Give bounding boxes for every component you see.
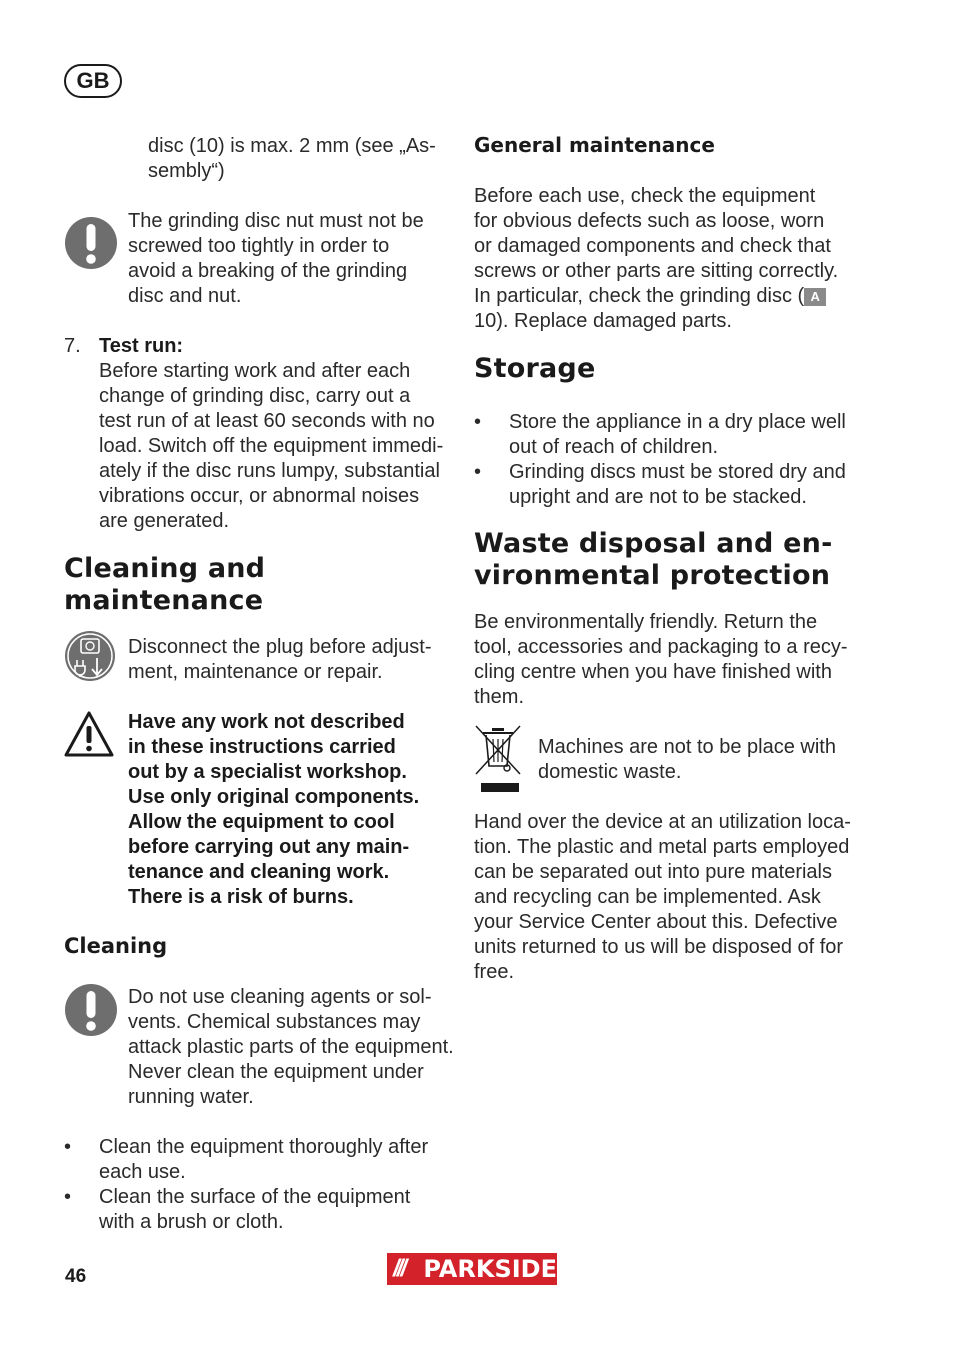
body-line: Hand over the device at an utilization loca- [474, 811, 851, 833]
warning-text [128, 710, 419, 910]
bullet-line: upright and are not to be stacked. [509, 486, 807, 508]
bullet-line: with a brush or cloth. [99, 1211, 284, 1233]
bullet-dot: • [64, 1136, 72, 1158]
heading-line: Cleaning and [64, 553, 266, 584]
intro-line: sembly“) [148, 160, 225, 182]
warning-line: out by a specialist workshop. [128, 761, 407, 783]
note-line: Do not use cleaning agents or sol- [128, 986, 432, 1008]
waste-intro [474, 610, 848, 710]
bullet-line: out of reach of children. [509, 436, 719, 458]
warning-line: Allow the equipment to cool [128, 811, 395, 833]
cleaning-note [128, 985, 454, 1110]
note-line: Never clean the equipment under [128, 1061, 424, 1083]
figure-ref-badge: A [804, 288, 826, 306]
step-line: change of grinding disc, carry out a [99, 385, 411, 407]
body-line: can be separated out into pure materials [474, 861, 832, 883]
body-line: tion. The plastic and metal parts employed [474, 836, 850, 858]
cleaning-maintenance-heading [64, 553, 265, 617]
bin-note [538, 735, 836, 785]
logo-slashes: /// [393, 1255, 405, 1282]
step-line: Before starting work and after each [99, 360, 411, 382]
body-line: screws or other parts are sitting correctly. [474, 260, 839, 282]
nut-note [128, 209, 424, 309]
body-line: 10). Replace damaged parts. [474, 310, 732, 332]
plug-icon [64, 630, 116, 682]
step-line: are generated. [99, 510, 230, 532]
note-line: domestic waste. [538, 761, 682, 783]
body-line: Be environmentally friendly. Return the [474, 611, 818, 633]
note-line: vents. Chemical substances may [128, 1011, 421, 1033]
body-line: your Service Center about this. Defective [474, 911, 838, 933]
warning-line: in these instructions carried [128, 736, 396, 758]
step-line: test run of at least 60 seconds with no [99, 410, 435, 432]
list-item [64, 1185, 444, 1235]
note-line: avoid a breaking of the grinding [128, 260, 408, 282]
cleaning-heading: Cleaning [64, 934, 168, 958]
bullet-line: Clean the equipment thoroughly after [99, 1136, 429, 1158]
note-line: Disconnect the plug before adjust- [128, 636, 432, 658]
step-line: ately if the disc runs lumpy, substantial [99, 460, 440, 482]
plug-note [128, 635, 432, 685]
warning-line: There is a risk of burns. [128, 886, 354, 908]
heading-line: Waste disposal and en- [474, 528, 833, 559]
bullet-line: Clean the surface of the equipment [99, 1186, 411, 1208]
list-item [474, 410, 874, 460]
intro-line: disc (10) is max. 2 mm (see „As- [148, 135, 436, 157]
step-line: vibrations occur, or abnormal noises [99, 485, 420, 507]
bullet-line: Grinding discs must be stored dry and [509, 461, 846, 483]
note-line: ment, maintenance or repair. [128, 661, 383, 683]
heading-line: vironmental protection [474, 560, 831, 591]
warning-line: before carrying out any main- [128, 836, 410, 858]
body-line: tool, accessories and packaging to a recy- [474, 636, 848, 658]
note-line: screwed too tightly in order to [128, 235, 390, 257]
body-line: and recycling can be implemented. Ask [474, 886, 821, 908]
logo-wordmark: PARKSIDE [423, 1255, 557, 1283]
intro-text [148, 134, 436, 184]
general-maintenance-heading: General maintenance [474, 133, 715, 157]
body-line: for obvious defects such as loose, worn [474, 210, 825, 232]
crossed-bin-icon [473, 722, 523, 794]
parkside-logo [387, 1253, 557, 1285]
storage-bullet-list [474, 410, 874, 510]
warning-line: Have any work not described [128, 711, 405, 733]
warning-line: tenance and cleaning work. [128, 861, 390, 883]
bullet-line: each use. [99, 1161, 186, 1183]
bullet-dot: • [474, 411, 482, 433]
note-line: running water. [128, 1086, 254, 1108]
exclamation-icon [64, 216, 118, 270]
bullet-line: Store the appliance in a dry place well [509, 411, 846, 433]
body-line: Before each use, check the equipment [474, 185, 816, 207]
cleaning-bullet-list [64, 1135, 444, 1235]
waste-disposal-heading [474, 528, 833, 592]
body-line: cling centre when you have finished with [474, 661, 832, 683]
bullet-dot: • [64, 1186, 72, 1208]
list-item [474, 460, 874, 510]
note-line: attack plastic parts of the equipment. [128, 1036, 454, 1058]
body-line: free. [474, 961, 515, 983]
body-line: or damaged components and check that [474, 235, 831, 257]
step-7 [99, 334, 443, 534]
note-line: Machines are not to be place with [538, 736, 836, 758]
list-item [64, 1135, 444, 1185]
body-line: them. [474, 686, 525, 708]
note-line: disc and nut. [128, 285, 242, 307]
general-maintenance-text [474, 184, 838, 334]
storage-heading: Storage [474, 353, 596, 384]
body-line [474, 284, 838, 309]
warning-triangle-icon [63, 710, 115, 758]
exclamation-icon [64, 983, 118, 1037]
note-line: The grinding disc nut must not be [128, 210, 424, 232]
step-number: 7. [64, 335, 81, 357]
step-line: load. Switch off the equipment immedi- [99, 435, 444, 457]
body-line: units returned to us will be disposed of for [474, 936, 844, 958]
ref-prefix: In particular, check the grinding disc ( [474, 285, 805, 307]
bullet-dot: • [474, 461, 482, 483]
waste-body [474, 810, 851, 985]
page-number: 46 [65, 1266, 87, 1287]
warning-line: Use only original components. [128, 786, 420, 808]
language-badge: GB [64, 64, 122, 98]
heading-line: maintenance [64, 585, 264, 616]
step-title: Test run: [99, 335, 184, 357]
